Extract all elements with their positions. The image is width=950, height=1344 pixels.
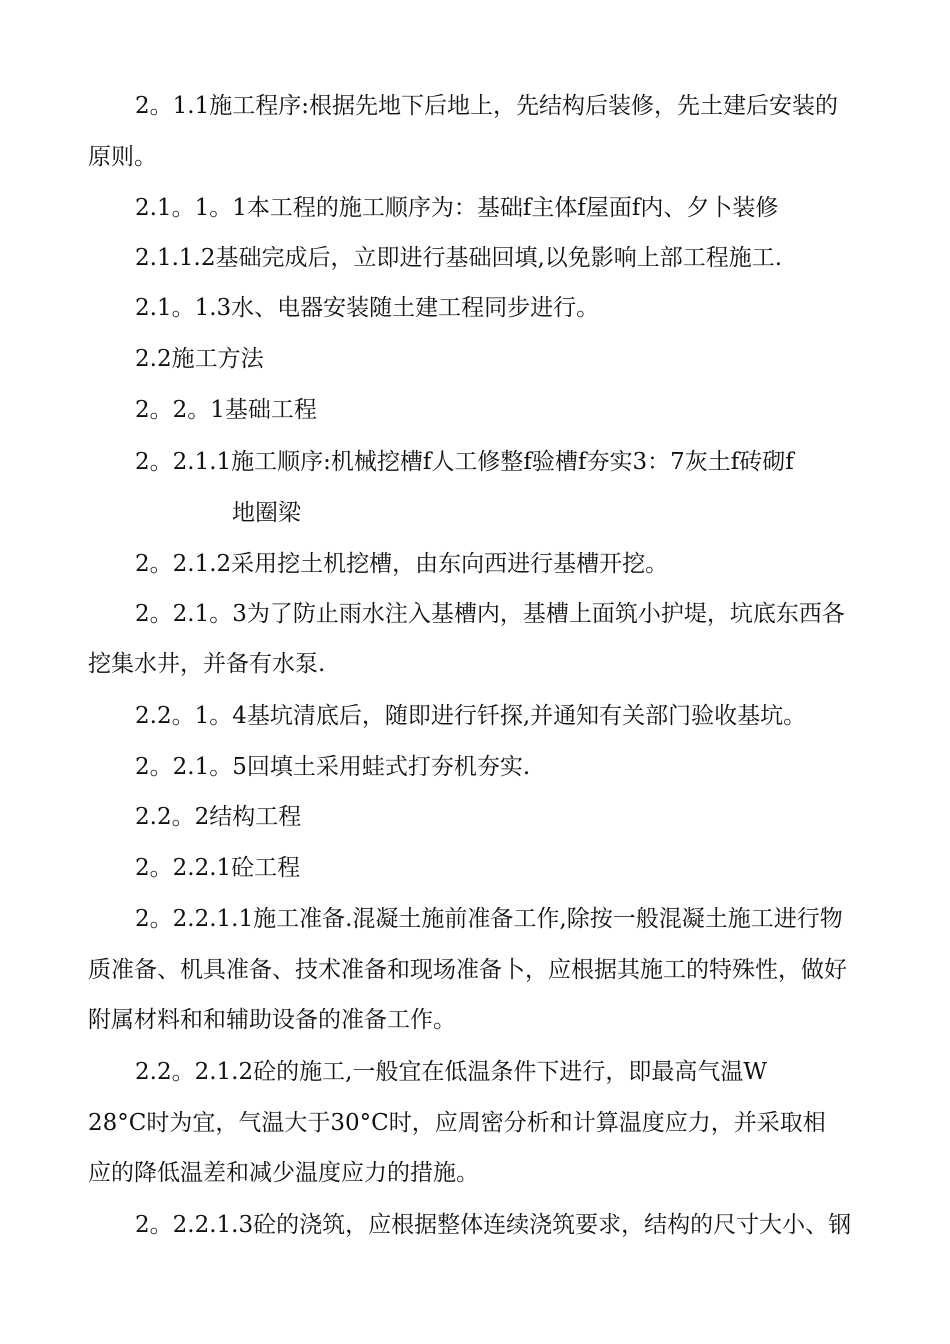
text-line: 应的降低温差和减少温度应力的措施。 [88,1160,479,1186]
text-line: 附属材料和和辅助设备的准备工作。 [88,1007,456,1033]
section-heading: 2。2。1基础工程 [135,397,317,423]
text-line: 2.1.1.2基础完成后，立即进行基础回填,以免影响上部工程施工. [135,245,783,271]
text-line: 2.2。2.1.2砼的施工,一般宜在低温条件下进行，即最高气温W [135,1059,768,1085]
text-line: 地圈梁 [232,500,301,526]
text-line: 2。2.2.1.3砼的浇筑，应根据整体连续浇筑要求，结构的尺寸大小、钢 [135,1212,852,1238]
text-line: 2。2.1。5回填土采用蛙式打夯机夯实. [135,754,531,780]
text-line: 质准备、机具准备、技术准备和现场准备卜，应根据其施工的特殊性，做好 [88,957,847,983]
text-line: 2.2。1。4基坑清底后，随即进行钎探,并通知有关部门验收基坑。 [135,703,807,729]
text-line: 挖集水井，并备有水泵. [88,651,326,677]
section-heading: 2.2。2结构工程 [135,804,302,830]
text-line: 2。2.2.1.1施工准备.混凝土施前准备工作,除按一般混凝土施工进行物 [135,906,843,932]
section-heading: 2.2施工方法 [135,346,264,372]
text-line: 2。2.1。3为了防止雨水注入基槽内，基槽上面筑小护堤，坑底东西各 [135,601,845,627]
text-line: 2.1。1.3水、电器安装随土建工程同步进行。 [135,295,600,321]
text-line: 28°C时为宜，气温大于30°C时，应周密分析和计算温度应力，并采取相 [88,1110,826,1136]
section-heading: 2。2.2.1砼工程 [135,855,301,881]
text-line: 原则。 [88,144,157,170]
text-line: 2。2.1.2采用挖土机挖槽，由东向西进行基槽开挖。 [135,551,669,577]
text-line: 2。2.1.1施工顺序:机械挖槽f人工修整f验槽f夯实3：7灰土f砖砌f [135,449,794,475]
text-line: 2.1。1。1本工程的施工顺序为：基础f主体f屋面f内、夕卜装修 [135,195,779,221]
text-line: 2。1.1施工程序:根据先地下后地上，先结构后装修，先土建后安装的 [135,93,838,119]
